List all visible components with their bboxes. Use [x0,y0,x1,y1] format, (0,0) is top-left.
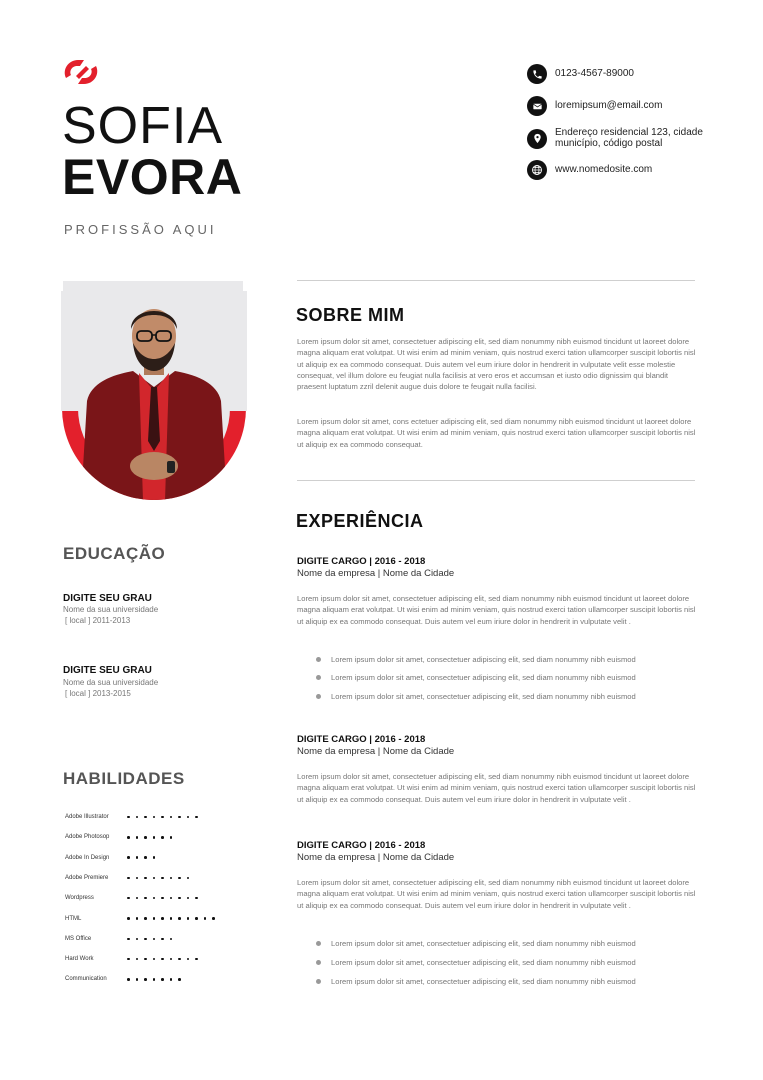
skill-dot [127,917,130,920]
job-description: Lorem ipsum dolor sit amet, consectetuer adipiscing elit, sed diam nonummy nibh euismod tincidunt ut laoreet dolore magna aliquam erat volutpat. Ut wisi enim ad minim veniam, quis nostrud exerci tation ullamcorper suscipit lobortis nisl ut aliquip ex ea commodo consequat. Duis autem vel eum iriure dolor in hendrerit in vulputate velit . [297,772,696,804]
skill-level [127,958,198,961]
skill-dot [153,958,156,961]
location-icon [527,129,547,149]
skill-dot [127,958,130,961]
job-company: Nome da empresa | Nome da Cidade [297,746,455,757]
skill-dot [204,917,207,920]
bullet-text: Lorem ipsum dolor sit amet, consectetuer adipiscing elit, sed diam nonummy nibh euismod [331,655,636,664]
skill-name: Adobe Premiere [65,874,109,881]
skill-dot [170,978,173,981]
phone-icon [527,64,547,84]
job-company: Nome da empresa | Nome da Cidade [297,852,455,863]
skill-dot [136,877,139,880]
education-degree: DIGITE SEU GRAU [63,665,152,676]
divider [297,280,695,281]
skill-name: HTML [65,915,82,922]
skill-dot [144,877,147,880]
skill-dot [127,856,130,859]
skill-dot [153,938,156,941]
skill-dot [178,816,181,819]
profile-photo [61,291,247,501]
skill-name: Hard Work [65,956,94,963]
bullet-dot [316,657,321,662]
list-item [316,939,636,948]
skill-dot [195,897,198,900]
skill-dot [178,917,181,920]
skill-dot [187,816,190,819]
bullet-dot [316,694,321,699]
job-description: Lorem ipsum dolor sit amet, consectetuer adipiscing elit, sed diam nonummy nibh euismod tincidunt ut laoreet dolore magna aliquam erat volutpat. Ut wisi enim ad minim veniam, quis nostrud exerci tation ullamcorper suscipit lobortis nisl ut aliquip ex ea commodo consequat. Duis autem vel eum iriure dolor in hendrerit in vulputate velit . [297,878,696,910]
skill-row [65,875,189,881]
skill-dot [144,958,147,961]
skill-dot [127,836,130,839]
list-item [316,692,636,701]
skill-dot [136,958,139,961]
skill-dot [127,816,130,819]
globe-icon [527,160,547,180]
skill-level [127,978,181,981]
skill-dot [195,917,198,920]
skill-dot [187,917,190,920]
skill-level [127,836,172,839]
profession: PROFISSÃO AQUI [64,222,217,237]
skill-dot [161,897,164,900]
bullet-text: Lorem ipsum dolor sit amet, consectetuer adipiscing elit, sed diam nonummy nibh euismod [331,977,636,986]
skill-dot [144,917,147,920]
skill-dot [170,958,173,961]
skill-dot [161,938,164,941]
skill-dot [136,856,139,859]
skill-dot [136,917,139,920]
skill-dot [144,836,147,839]
education-detail: [ local ] 2011-2013 [65,616,131,625]
contact-phone [527,64,715,84]
skill-dot [127,897,130,900]
skill-dot [153,978,156,981]
skill-dot [144,816,147,819]
mail-icon [527,96,547,116]
skill-dot [187,897,190,900]
skill-dot [161,836,164,839]
skill-dot [144,978,147,981]
skills-title: HABILIDADES [63,769,185,788]
skill-name: Adobe Illustrator [65,814,109,820]
skill-dot [153,917,156,920]
contact-text: Endereço residencial 123, cidade município, código postal [555,127,703,149]
job-title: DIGITE CARGO | 2016 - 2018 [297,734,426,745]
contact-email [527,96,715,116]
contact-address [527,128,715,149]
about-title: SOBRE MIM [296,305,405,325]
skill-row [65,916,215,922]
skill-dot [178,877,181,880]
education-title: EDUCAÇÃO [63,544,166,563]
bullet-text: Lorem ipsum dolor sit amet, consectetuer adipiscing elit, sed diam nonummy nibh euismod [331,692,636,701]
about-paragraph-1: Lorem ipsum dolor sit amet, consectetuer adipiscing elit, sed diam nonummy nibh euismod tincidunt ut laoreet dolore magna aliquam erat volutpat. Ut wisi enim ad minim veniam, quis nostrud exerci tation ullamcorper suscipit lobortis nisl ut aliquip ex ea commodo consequat. Duis autem vel eum iriure dolor in hendrerit in vulputate velit esse molestie consequat, vel illum dolore eu feugiat nulla facilisis at vero eros et accumsan et iusto odio dignissim qui blandit praesent luptatum zzril delenit augue duis dolore te feugait nulla facilisi. [297,337,696,392]
skill-dot [178,958,181,961]
skill-row [65,936,172,942]
bullet-dot [316,960,321,965]
job-description: Lorem ipsum dolor sit amet, consectetuer adipiscing elit, sed diam nonummy nibh euismod tincidunt ut laoreet dolore magna aliquam erat volutpat. Ut wisi enim ad minim veniam, quis nostrud exerci tation ullamcorper suscipit lobortis nisl ut aliquip ex ea commodo consequat. Duis autem vel eum iriure dolor in hendrerit in vulputate velit . [297,594,696,626]
skill-dot [161,917,164,920]
skill-dot [178,897,181,900]
bullet-text: Lorem ipsum dolor sit amet, consectetuer adipiscing elit, sed diam nonummy nibh euismod [331,673,636,682]
first-name: SOFIA [62,97,224,155]
skill-dot [127,978,130,981]
skill-dot [161,877,164,880]
skill-dot [170,836,173,839]
job-company: Nome da empresa | Nome da Cidade [297,568,455,579]
bullet-dot [316,675,321,680]
brand-logo-icon [60,56,102,88]
education-degree: DIGITE SEU GRAU [63,593,152,604]
skill-dot [136,897,139,900]
skill-dot [144,856,147,859]
skill-dot [178,978,181,981]
skill-dot [136,938,139,941]
skill-name: Adobe Photosop [65,834,110,841]
bullet-dot [316,941,321,946]
skill-dot [127,877,130,880]
skill-name: Communication [65,976,107,983]
skill-row [65,976,181,982]
skill-dot [153,836,156,839]
skill-row [65,956,198,962]
skill-name: Adobe In Design [65,854,110,861]
education-school: Nome da sua universidade [63,605,159,614]
list-item [316,977,636,986]
skill-row [65,895,198,901]
education-detail: [ local ] 2013-2015 [65,689,131,698]
skill-name: MS Office [65,935,92,942]
skill-dot [153,897,156,900]
skill-dot [161,978,164,981]
skill-level [127,816,198,819]
skill-dot [212,917,215,920]
bullet-text: Lorem ipsum dolor sit amet, consectetuer adipiscing elit, sed diam nonummy nibh euismod [331,939,636,948]
skill-level [127,877,189,880]
skill-level [127,897,198,900]
contact-text: www.nomedosite.com [555,163,653,175]
skill-dot [195,958,198,961]
skill-dot [153,877,156,880]
skill-dot [170,897,173,900]
skill-dot [144,938,147,941]
last-name: EVORA [62,149,243,205]
skill-dot [195,816,198,819]
list-item [316,958,636,967]
about-paragraph-2: Lorem ipsum dolor sit amet, cons ectetuer adipiscing elit, sed diam nonummy nibh euismod tincidunt ut laoreet dolore magna aliquam erat volutpat. Ut wisi enim ad minim veniam, quis nostrud exerci tation ullamcorper suscipit lobortis nisl ut aliquip ex ea commodo consequat. [297,417,696,449]
skill-dot [127,938,130,941]
skill-dot [161,816,164,819]
skill-dot [170,917,173,920]
list-item [316,673,636,682]
skill-dot [136,816,139,819]
skill-dot [187,958,190,961]
bullet-text: Lorem ipsum dolor sit amet, consectetuer adipiscing elit, sed diam nonummy nibh euismod [331,958,636,967]
skill-dot [187,877,190,880]
bullet-dot [316,979,321,984]
skill-row [65,834,172,840]
experience-title: EXPERIÊNCIA [296,511,424,531]
skill-level [127,917,215,920]
skill-level [127,856,155,859]
skill-dot [170,877,173,880]
skill-dot [170,816,173,819]
skill-dot [153,856,156,859]
skill-dot [153,816,156,819]
skill-dot [170,938,173,941]
list-item [316,655,636,664]
job-title: DIGITE CARGO | 2016 - 2018 [297,840,426,851]
skill-dot [144,897,147,900]
contact-website [527,160,715,180]
skill-name: Wordpress [65,895,94,902]
contact-text: 0123-4567-89000 [555,67,634,79]
skill-dot [136,836,139,839]
skill-row [65,814,198,820]
skill-dot [136,978,139,981]
divider [297,480,695,481]
skill-dot [161,958,164,961]
skill-row [65,855,155,861]
contact-text: loremipsum@email.com [555,99,663,111]
skill-level [127,938,172,941]
job-title: DIGITE CARGO | 2016 - 2018 [297,556,426,567]
education-school: Nome da sua universidade [63,678,159,687]
